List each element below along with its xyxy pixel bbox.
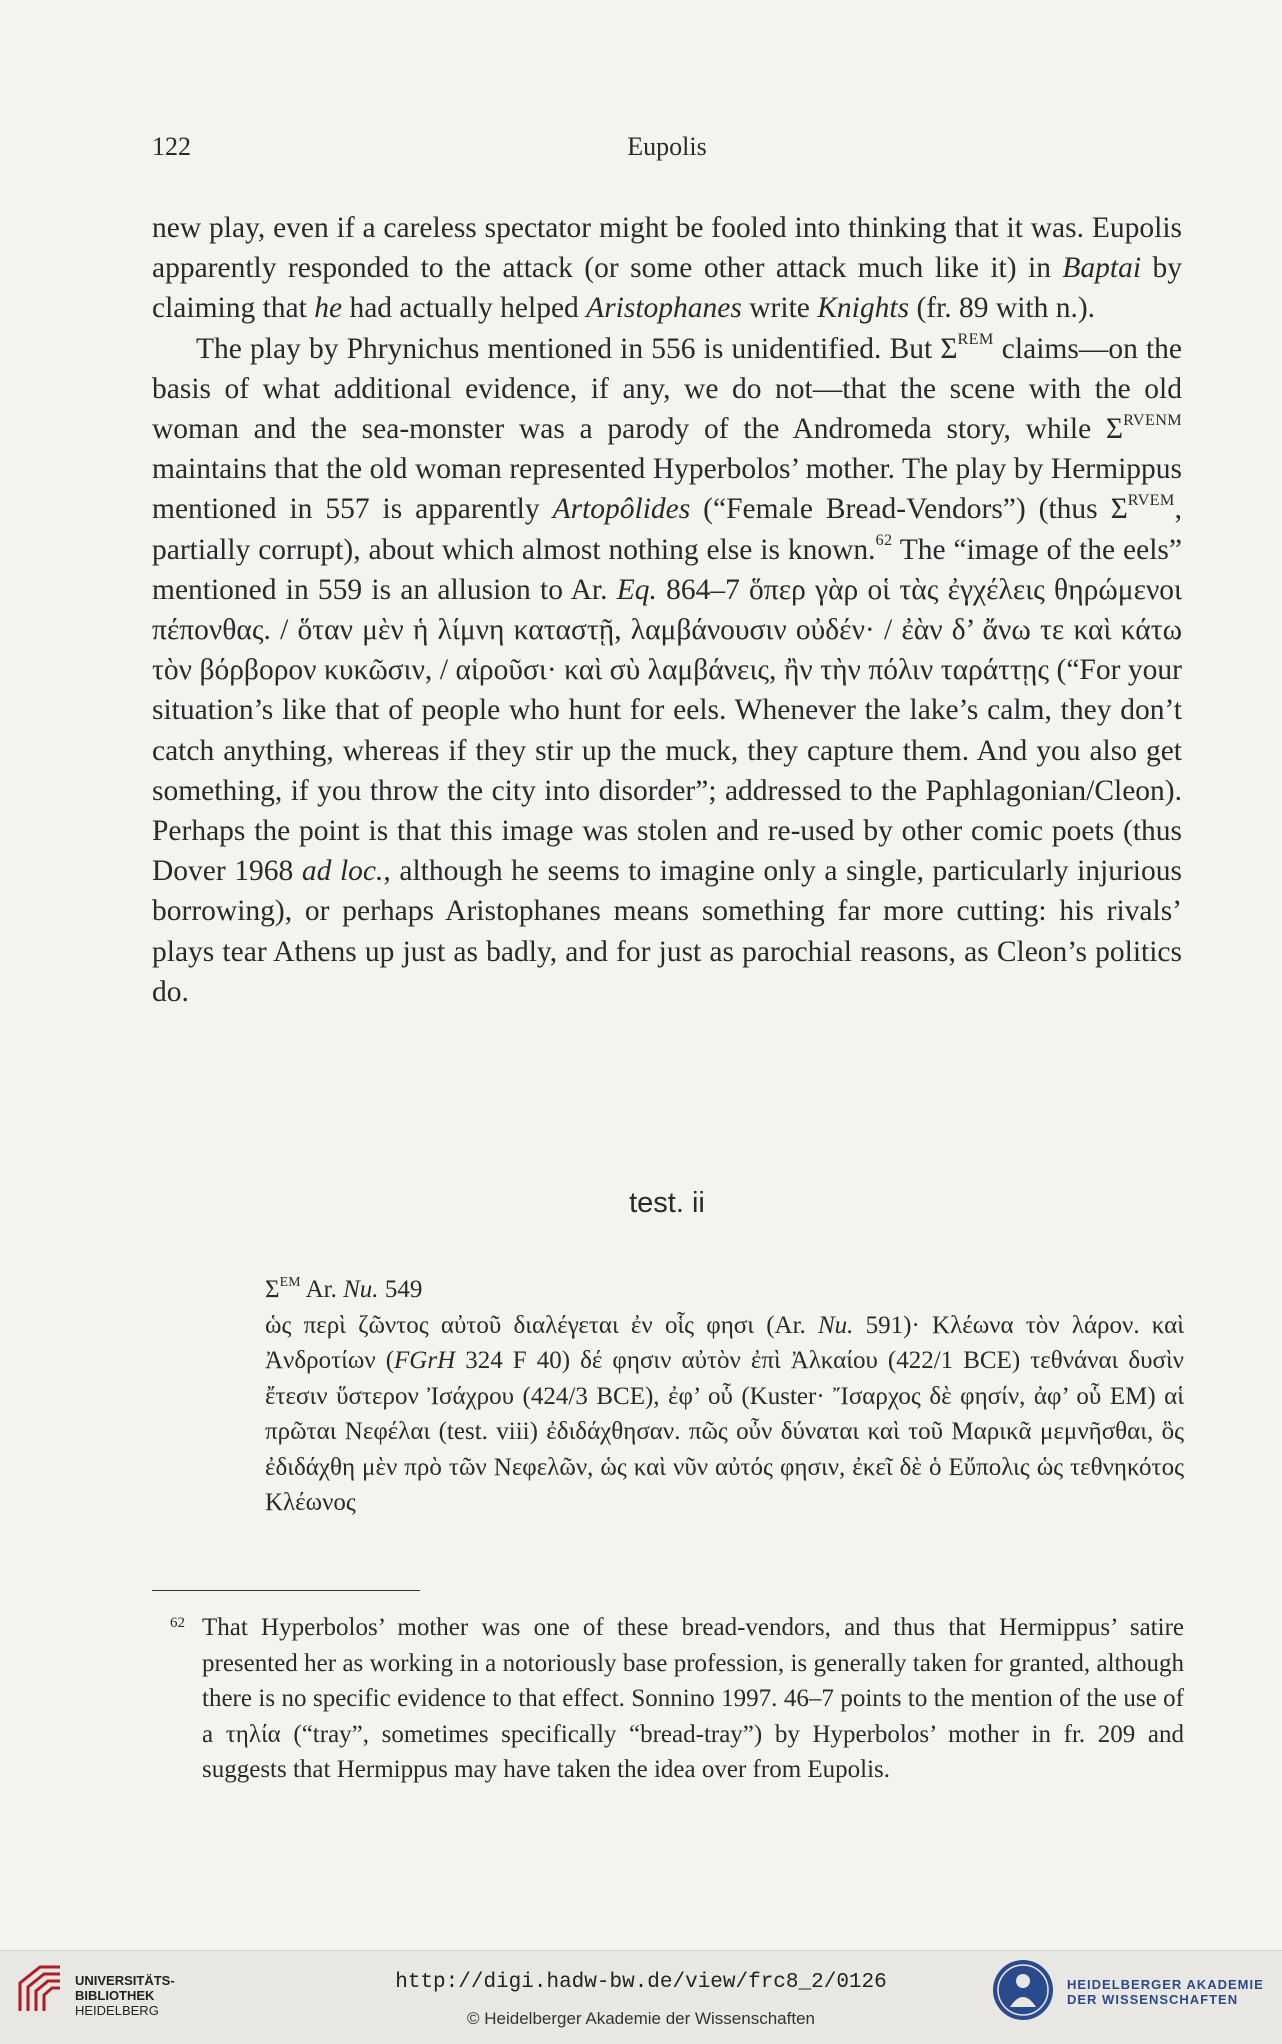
testimonium-reference (265, 1272, 1184, 1308)
text-run: by claiming that (152, 252, 1182, 325)
text-run: Σ (265, 1276, 280, 1303)
library-name-line: UNIVERSITÄTS- (75, 1973, 175, 1988)
text-run: maintains that the old woman represented Hyperbolos’ mother. The play by Hermippus mentioned in 557 is apparently (152, 453, 1182, 526)
text-run: write (741, 292, 818, 325)
scholia-siglum: REM (957, 330, 994, 349)
text-run: , although he seems to imagine only a single, particularly injurious borrowing), or perhaps Aristophanes means something far more cutting: his rivals’ plays tear Athens up just as badly, and for just as parochial reasons, as Cleon’s politics do. (152, 855, 1182, 1008)
text-run: Ar. (300, 1276, 344, 1303)
footnote-rule (152, 1590, 420, 1591)
text-run: The play by Phrynichus mentioned in 556 is unidentified. But Σ (196, 332, 958, 365)
testimonium-text (265, 1308, 1184, 1521)
library-name-line: HEIDELBERG (75, 2003, 159, 2018)
footnote (152, 1610, 1184, 1788)
library-name-line: BIBLIOTHEK (75, 1988, 155, 2003)
text-run: had actually helped (342, 292, 587, 325)
italic-abbreviation: Eq. (616, 573, 657, 606)
section-heading: test. ii (629, 1187, 705, 1219)
running-head (152, 132, 1182, 168)
digitization-footer (0, 1950, 1282, 2044)
scholia-siglum: RVENM (1123, 410, 1182, 429)
academy-name-line: DER WISSENSCHAFTEN (1067, 1992, 1239, 2007)
academy-seal-icon (990, 1957, 1056, 2023)
permalink-url[interactable]: http://digi.hadw-bw.de/view/frc8_2/0126 (395, 1971, 887, 1994)
footnote-text: That Hyperbolos’ mother was one of these bread-vendors, and thus that Hermippus’ satire presented her as working in a notoriously base profession, is generally taken for granted, although there is no specific evidence to that effect. Sonnino 1997. 46–7 points to the mention of the use of a τηλία (“tray”, sometimes specifically “bread-tray”) by Hyperbolos’ mother in fr. 209 and suggests that Hermippus may have taken the idea over from Eupolis. (202, 1614, 1184, 1783)
academy-name-line: HEIDELBERGER AKADEMIE (1067, 1977, 1264, 1992)
paragraph (152, 208, 1182, 329)
paragraph (152, 329, 1182, 1012)
footnote-marker[interactable]: 62 (875, 531, 893, 550)
italic-abbreviation: Nu. (343, 1276, 379, 1303)
scholia-siglum: EM (279, 1273, 301, 1289)
italic-emphasis: he (314, 292, 343, 325)
text-run: (“Female Bread-Vendors”) (thus Σ (690, 493, 1128, 526)
text-run: 864–7 ὅπερ γὰρ οἱ τὰς ἐγχέλεις θηρώμενοι πέπονθας. / ὅταν μὲν ἡ λίμνη καταστῇ, λαμβάνουσιν οὐδέν· / ἐὰν δ’ ἄνω τε καὶ κάτω τὸν βόρβορον κυκῶσιν, / αἱροῦσι· καὶ σὺ λαμβάνεις, ἢν τὴν πόλιν ταράττῃς (“For your situation’s like that of people who hunt for eels. Whenever the lake’s calm, they don’t catch anything, whereas if they stir up the muck, they capture them. And you also get something, if you throw the city into disorder”; addressed to the Paphlagonian/Cleon). Perhaps the point is that this image was stolen and re-used by other comic poets (thus Dover 1968 (152, 573, 1182, 888)
italic-title: Baptai (1062, 252, 1142, 285)
text-run: claims—on the basis of what additional evidence, if any, we do not—that the scene with the old woman and the sea-monster was a parody of the Andromeda story, while Σ (152, 332, 1183, 446)
text-run: The “image of the eels” mentioned in 559 is an allusion to Ar. (152, 533, 1182, 606)
testimonium-block (265, 1272, 1184, 1521)
italic-abbreviation: Nu. (818, 1311, 854, 1339)
academy-name (1067, 1977, 1264, 2007)
text-run: 549 (378, 1276, 423, 1303)
running-title: Eupolis (627, 132, 707, 161)
page-number: 122 (152, 132, 191, 161)
text-run: 591)· Κλέωνα τὸν λάρον. καὶ Ἀνδροτίων ( (265, 1311, 1184, 1374)
commentary-text (152, 208, 1182, 1012)
italic-title: Knights (817, 292, 910, 325)
text-run: new play, even if a careless spectator might be fooled into thinking that it was. Eupolis apparently responded to the attack (or some other attack much like it) in (152, 212, 1182, 285)
italic-title: Artopôlides (552, 493, 691, 526)
text-run: 324 F 40) δέ φησιν αὐτὸν ἐπὶ Ἀλκαίου (422/1 BCE) τεθνάναι δυσὶν ἔτεσιν ὕστερον Ἰσάχρου (424/3 BCE), ἐφ’ οὗ (Kuster· Ἴσαρχος δὲ φησίν, ἀφ’ οὗ EM) αἱ πρῶται Νεφέλαι (test. viii) ἐδιδάχθησαν. πῶς οὖν δύναται καὶ τοῦ Μαρικᾶ μεμνῆσθαι, ὃς ἐδιδάχθη μὲν πρὸ τῶν Νεφελῶν, ὡς καὶ νῦν αὐτός φησιν, ἐκεῖ δὲ ὁ Εὔπολις ὡς τεθνηκότος Κλέωνος (265, 1347, 1184, 1516)
italic-abbreviation: ad loc. (301, 855, 384, 888)
italic-name: Aristophanes (586, 292, 742, 325)
copyright-notice: © Heidelberger Akademie der Wissenschaften (467, 2009, 815, 2028)
scholia-siglum: RVEM (1127, 491, 1175, 510)
text-run: ὡς περὶ ζῶντος αὐτοῦ διαλέγεται ἐν οἷς φησι (Ar. (265, 1311, 818, 1339)
text-run: , partially corrupt), about which almost nothing else is known. (152, 493, 1182, 566)
footnote-number: 62 (170, 1615, 185, 1631)
italic-abbreviation: FGrH (394, 1347, 456, 1374)
text-run: (fr. 89 with n.). (909, 292, 1096, 325)
